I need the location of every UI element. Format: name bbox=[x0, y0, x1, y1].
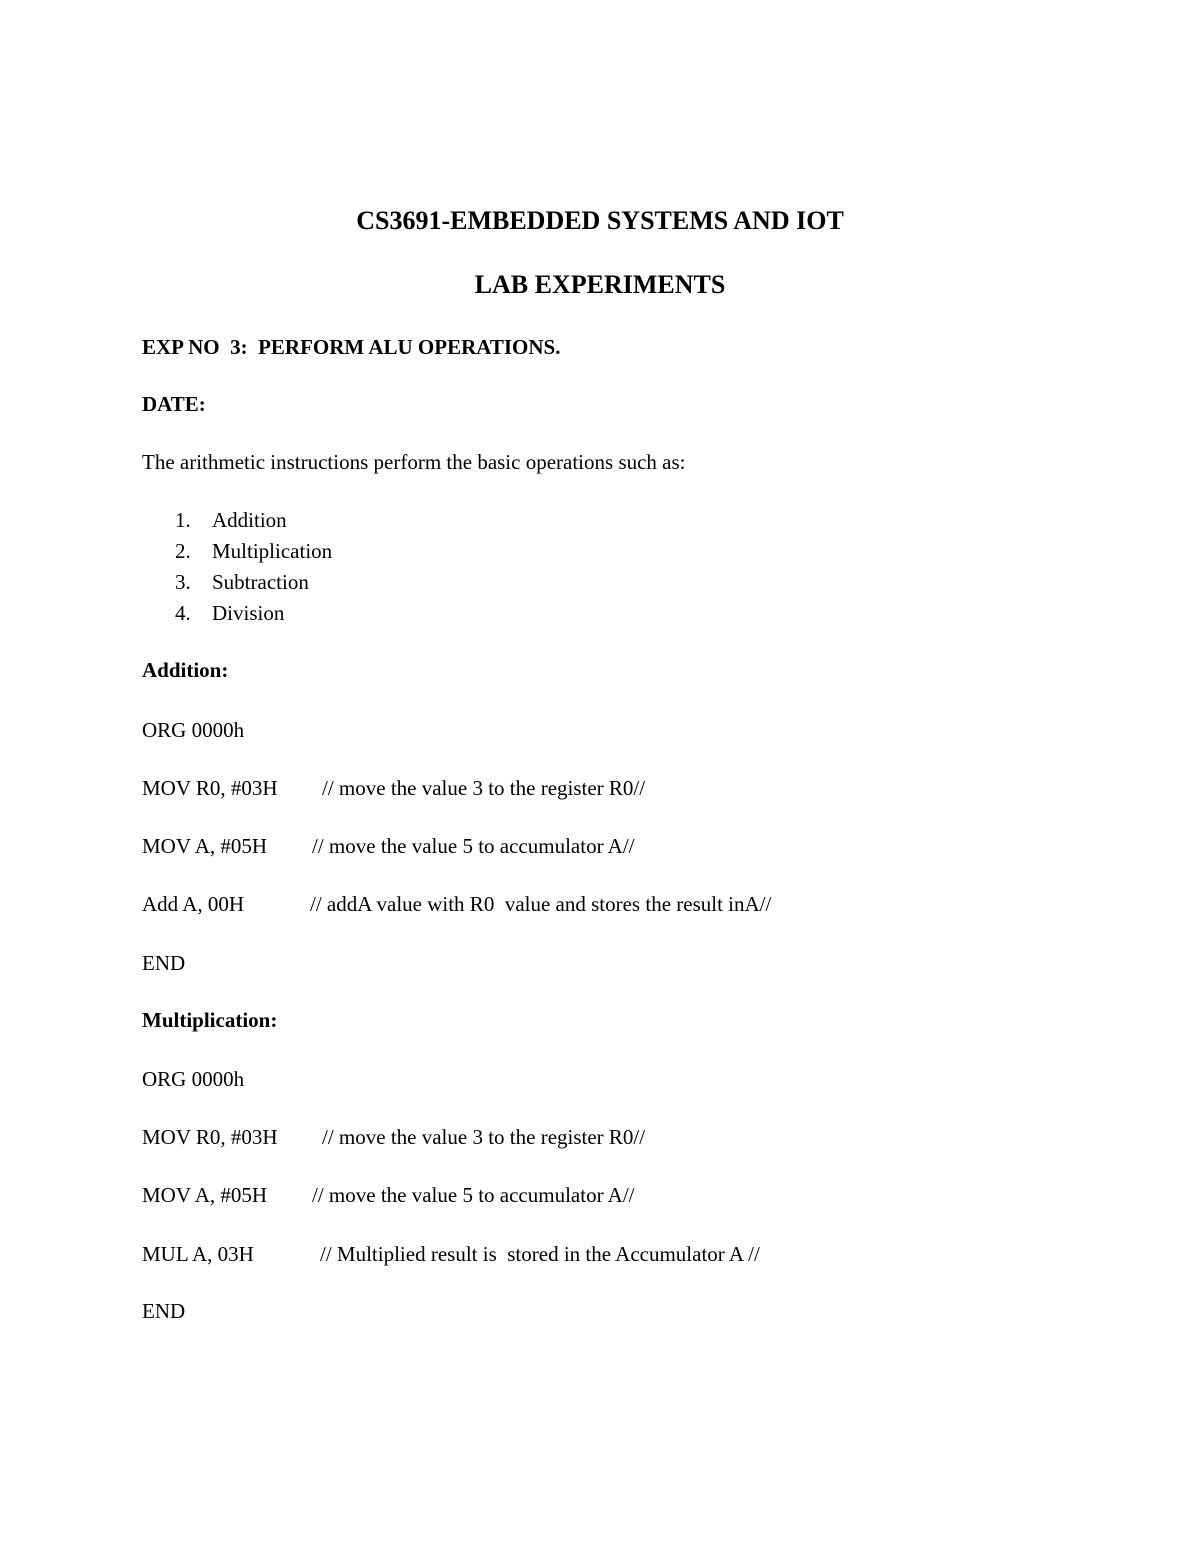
code-comment: // move the value 3 to the register R0// bbox=[322, 776, 646, 800]
multiplication-heading: Multiplication: bbox=[142, 1008, 278, 1032]
list-item-label: Addition bbox=[212, 508, 287, 532]
code-instruction: MOV R0, #03H bbox=[142, 776, 278, 800]
code-instruction: Add A, 00H bbox=[142, 892, 245, 916]
multiplication-code-line-1 bbox=[142, 1123, 1142, 1151]
code-comment: // move the value 5 to accumulator A// bbox=[312, 1183, 635, 1207]
date-label: DATE: bbox=[142, 392, 206, 416]
addition-code-line-2 bbox=[142, 832, 1142, 860]
addition-org: ORG 0000h bbox=[142, 718, 245, 742]
multiplication-end: END bbox=[142, 1299, 186, 1323]
code-instruction: MOV A, #05H bbox=[142, 834, 268, 858]
addition-heading: Addition: bbox=[142, 658, 229, 682]
list-item bbox=[142, 567, 332, 598]
list-item-label: Multiplication bbox=[212, 539, 333, 563]
multiplication-code-line-2 bbox=[142, 1181, 1142, 1209]
multiplication-org: ORG 0000h bbox=[142, 1067, 245, 1091]
code-comment: // move the value 5 to accumulator A// bbox=[312, 834, 635, 858]
code-instruction: MUL A, 03H bbox=[142, 1242, 254, 1266]
list-item bbox=[142, 505, 332, 536]
list-item-label: Subtraction bbox=[212, 570, 309, 594]
code-instruction: MOV A, #05H bbox=[142, 1183, 268, 1207]
intro-text: The arithmetic instructions perform the basic operations such as: bbox=[142, 450, 686, 474]
document-title: CS3691-EMBEDDED SYSTEMS AND IOT bbox=[356, 206, 844, 235]
list-item-label: Division bbox=[212, 601, 285, 625]
code-comment: // Multiplied result is stored in the Accumulator A // bbox=[320, 1242, 760, 1266]
list-item bbox=[142, 536, 332, 567]
code-instruction: MOV R0, #03H bbox=[142, 1125, 278, 1149]
experiment-heading: EXP NO 3: PERFORM ALU OPERATIONS. bbox=[142, 335, 561, 359]
operations-list bbox=[142, 505, 332, 629]
addition-code-line-3 bbox=[142, 890, 1142, 918]
list-item-number: 1. bbox=[175, 508, 191, 532]
list-item-number: 3. bbox=[175, 570, 191, 594]
addition-code-line-1 bbox=[142, 774, 1142, 802]
list-item-number: 2. bbox=[175, 539, 191, 563]
code-comment: // addA value with R0 value and stores the result inA// bbox=[310, 892, 772, 916]
document-subtitle: LAB EXPERIMENTS bbox=[474, 270, 726, 299]
multiplication-code-line-3 bbox=[142, 1240, 1142, 1268]
code-comment: // move the value 3 to the register R0// bbox=[322, 1125, 646, 1149]
addition-end: END bbox=[142, 951, 186, 975]
list-item-number: 4. bbox=[175, 601, 191, 625]
list-item bbox=[142, 598, 332, 629]
